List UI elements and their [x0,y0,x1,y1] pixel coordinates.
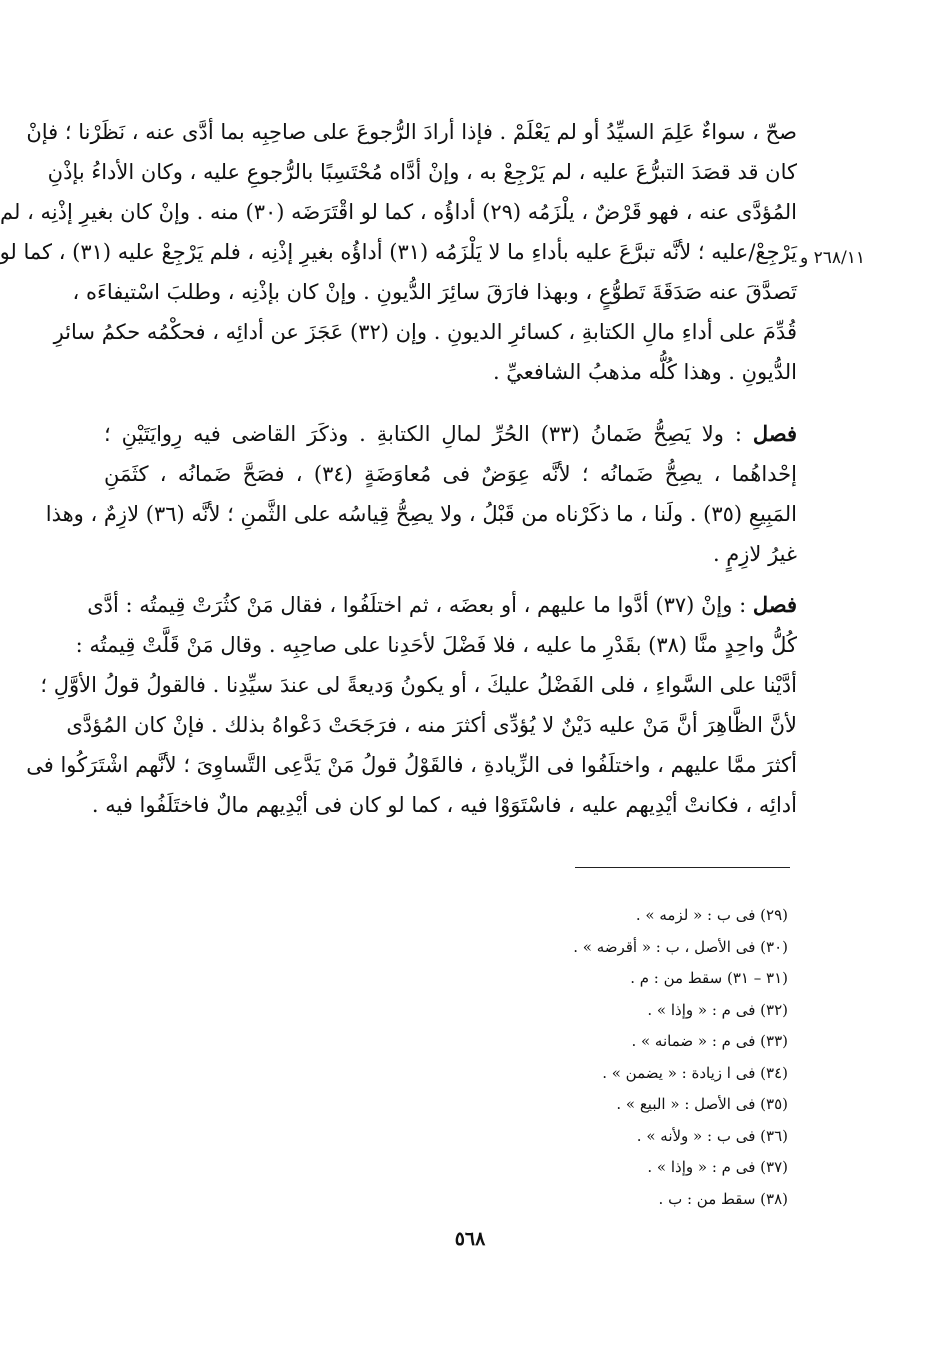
footnotes [573,900,788,1215]
text-span: : ولا يَصِحُّ ضَمانُ (٣٣) الحُرِّ لمالِ الكتابةِ . وذكَرَ القاضى فيه رِوايَتَيْنِ ؛ [104,422,742,446]
footnote: (٢٩) فى ب : « لزمه » . [635,906,788,924]
text-line: كان قد قصَدَ التبرُّعَ عليه ، لم يَرْجِعْ به ، وإنْ أدَّاه مُحْتَسِبًا بالرُّجوعِ عليه ، وكان الأداءُ بإذْنِ [47,160,797,184]
section-guarantee [45,414,797,574]
text-line: أدائِه ، فكانتْ أيْدِيهم عليه ، فاسْتَوَوْا فيه ، كما لو كان فى أيْدِيهم مالٌ فاختَلَفُوا فيه . [91,793,797,817]
text-line [104,414,797,454]
footnote: (٣١ – ٣١) سقط من : م . [630,969,788,987]
text-line: الدُّيونِ . وهذا كُلُّه مذهبُ الشافعيِّ . [492,360,797,384]
text-line: يَرْجِعْ/عليه ؛ لأنَّه تبرَّعَ عليه بأداءِ ما لا يَلْزَمُه (٣١) أداؤُه بغيرِ إذْنِه ، فلم يَرْجِعْ عليه (٣١) ، كما لو [0,240,797,264]
text-line: إحْداهُما ، يصِحُّ ضَمانُه ؛ لأنَّه عِوَضٌ فى مُعاوَضَةٍ (٣٤) ، فصَحَّ ضَمانُه ، كثَمَنِ [104,462,797,486]
text-line: لأنَّ الظَّاهِرَ أنَّ مَنْ عليه دَيْنٌ لا يُؤدِّى أكثرَ منه ، فرَجَحَتْ دَعْواهُ بذلك . فإنْ كان المُؤدَّى [66,713,797,737]
text-line: المُؤدَّى عنه ، فهو قَرْضٌ ، يلْزَمُه (٢٩) أداؤُه ، كما لو اقْتَرَضَه (٣٠) منه . وإنْ كان بغيرِ إذْنِه ، لم [0,200,797,224]
footnote: (٣٠) فى الأصل ، ب : « أقرضه » . [573,937,788,956]
text-line: كُلُّ واحِدٍ منَّا (٣٨) بقَدْرِ ما عليه ، فلا فَضْلَ لأحَدِنا على صاحِبِه . وقال مَنْ قَلَّتْ قِيمتُه : [75,633,797,657]
footnote: (٣٢) فى م : « وإذا » . [647,1000,788,1019]
footnote: (٣٣) فى م : « ضمانه » . [631,1032,788,1050]
text-line [87,585,797,625]
text-line: صحّ ، سواءٌ عَلِمَ السيِّدُ أو لم يَعْلَمْ . فإذا أرادَ الرُّجوعَ على صاحِبِه بما أدَّى عنه ، نَظَرْنا ؛ فإنْ [26,120,797,144]
section-label: فصل [752,421,797,446]
section-dispute [26,585,797,825]
section-label: فصل [752,592,797,617]
footnote: (٣٨) سقط من : ب . [658,1189,788,1208]
text-line: تَصدَّقَ عنه صَدَقَةَ تَطوُّعٍ ، وبهذا فارَقَ سائِرَ الدُّيونِ . وإنْ كان بإذْنِه ، وطلبَ اسْتيفاءَه ، [72,280,797,304]
paragraph-main [0,112,797,392]
text-line: أكثرَ ممَّا عليهم ، واختلَفُوا فى الزِّيادةِ ، فالقَوْلُ قولُ مَنْ يَدَّعِى التَّساوِىَ ؛ لأنَّهم اشْتَرَكُوا فى [26,753,797,777]
text-line: غيرُ لازِمٍ . [712,542,797,566]
page-number: ٥٦٨ [454,1228,486,1250]
text-line: أدَّيْنا على السَّواءِ ، فلى الفَضْلُ عليكَ ، أو يكونُ وَديعةً لى عندَ سيِّدِنا . فالقولُ قولُ الأوَّلِ ؛ [40,673,797,697]
text-span: : وإنْ (٣٧) أدَّوا ما عليهم ، أو بعضَه ، ثم اختلَفُوا ، فقال مَنْ كثُرَتْ قِيمتُه : أدَّى [87,593,747,617]
text-line: قُدِّمَ على أداءِ مالِ الكتابةِ ، كسائرِ الديونِ . وإن (٣٢) عَجَزَ عن أدائِه ، فحكْمُه حكمُ سائرِ [53,320,797,344]
text-line: المَبِيعِ (٣٥) . ولَنا ، ما ذكَرْناه من قَبْلُ ، ولا يصِحُّ قِياسُه على الثَّمنِ ؛ لأنَّه (٣٦) لازِمٌ ، وهذا [45,502,797,526]
footnote: (٣٥) فى الأصل : « البيع » . [616,1095,788,1113]
footnote-divider [575,867,790,868]
footnote: (٣٦) فى ب : « ولأنه » . [636,1126,788,1145]
margin-reference: ٢٦٨/١١ و [800,248,866,268]
footnote: (٣٤) فى ا زيادة : « يضمن » . [602,1063,788,1082]
footnote: (٣٧) فى م : « وإذا » . [647,1158,788,1176]
